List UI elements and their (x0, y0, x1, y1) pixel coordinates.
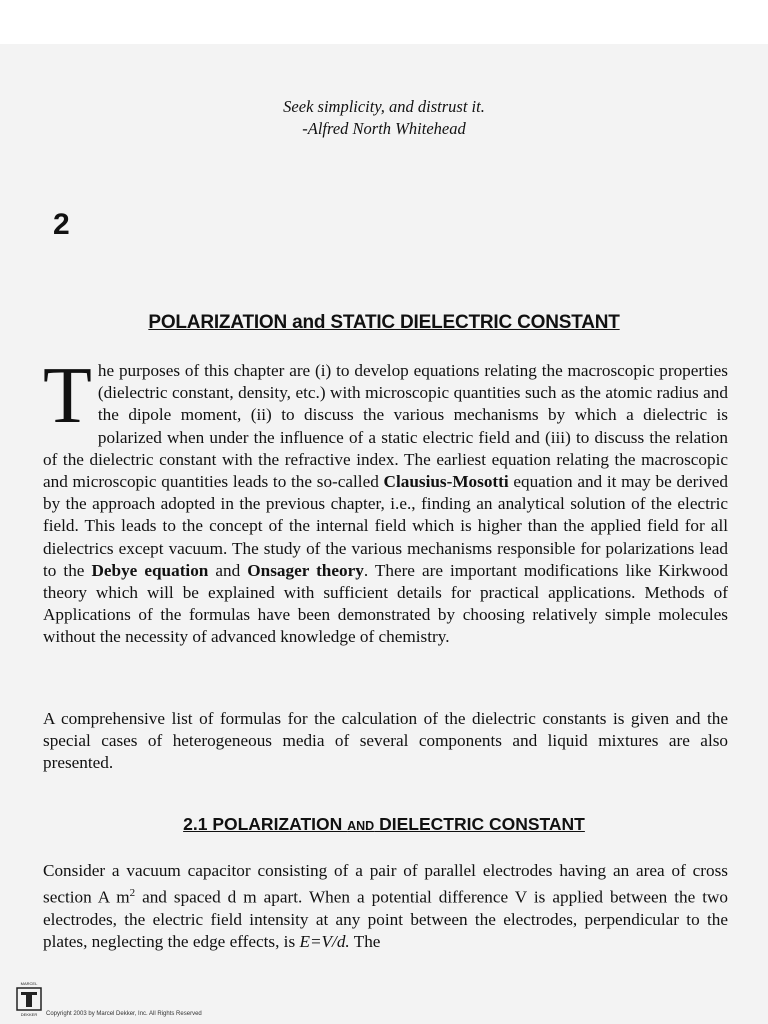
section-heading-prefix: 2.1 POLARIZATION (183, 814, 348, 834)
chapter-number: 2 (53, 208, 70, 241)
capacitor-text-1: Consider a vacuum capacitor consisting of a pair of parallel electrodes having an area of cross section A m (43, 861, 728, 907)
section-heading-and: AND (347, 819, 375, 833)
capacitor-paragraph (43, 860, 728, 954)
publisher-logo (12, 980, 46, 1018)
formulas-paragraph: A comprehensive list of formulas for the calculation of the dielectric constants is given and the special cases of heterogeneous media of several components and liquid mixtures are also presented. (43, 709, 728, 773)
section-heading (0, 814, 768, 835)
epigraph-quote: Seek simplicity, and distrust it. (283, 97, 485, 116)
chapter-title: POLARIZATION and STATIC DIELECTRIC CONSTANT (148, 312, 620, 333)
intro-paragraph (43, 352, 728, 649)
intro-bold-debye: Debye equation (91, 560, 209, 580)
epigraph-author: -Alfred North Whitehead (302, 119, 466, 138)
intro-text-4: . There are important modifications like Kirkwood theory which will be explained with sufficient details for practical applications. Methods of Applications of the formulas have been demonstrated by choosing relatively simple molecules without the necessity of advanced knowledge of chemistry. (43, 560, 728, 647)
intro-bold-onsager: Onsager theory (247, 560, 364, 580)
intro-text-1: he purposes of this chapter are (i) to develop equations relating the macroscopic properties (dielectric constant, density, etc.) with microscopic quantities such as the atomic radius and the dipole moment, (ii) to discuss the various mechanisms by which a dielectric is polarized when under the influence of a static electric field and (iii) to discuss the relation of the dielectric constant with the refractive index. The earliest equation relating the macroscopic and microscopic quantities leads to the so-called (43, 361, 728, 492)
section-heading-suffix: DIELECTRIC CONSTANT (374, 814, 585, 834)
area-exponent: 2 (129, 887, 136, 900)
intro-bold-clausius: Clausius-Mosotti (383, 472, 509, 492)
logo-text-bottom: DEKKER (20, 1012, 38, 1017)
epigraph (0, 96, 768, 140)
copyright-notice: Copyright 2003 by Marcel Dekker, Inc. All Rights Reserved (46, 1011, 202, 1017)
capacitor-text-2: and spaced d m apart. When a potential difference V is applied between the two electrodes, the electric field intensity at any point between the electrodes, perpendicular to the plates, neglecting the edge effects, is (43, 887, 728, 952)
intro-text-2: equation and it may be derived by the approach adopted in the previous chapter, i.e., finding an analytical solution of the electric field. This leads to the concept of the internal field which is higher than the applied field for all dielectrics except vacuum. The study of the various mechanisms responsible for polarizations lead to the (43, 472, 728, 580)
intro-text-3: and (208, 560, 248, 580)
field-formula: E=V/d. (299, 932, 350, 952)
drop-cap: T (43, 352, 92, 440)
capacitor-text-3: The (349, 932, 381, 952)
logo-text-top: MARCEL (20, 981, 38, 986)
